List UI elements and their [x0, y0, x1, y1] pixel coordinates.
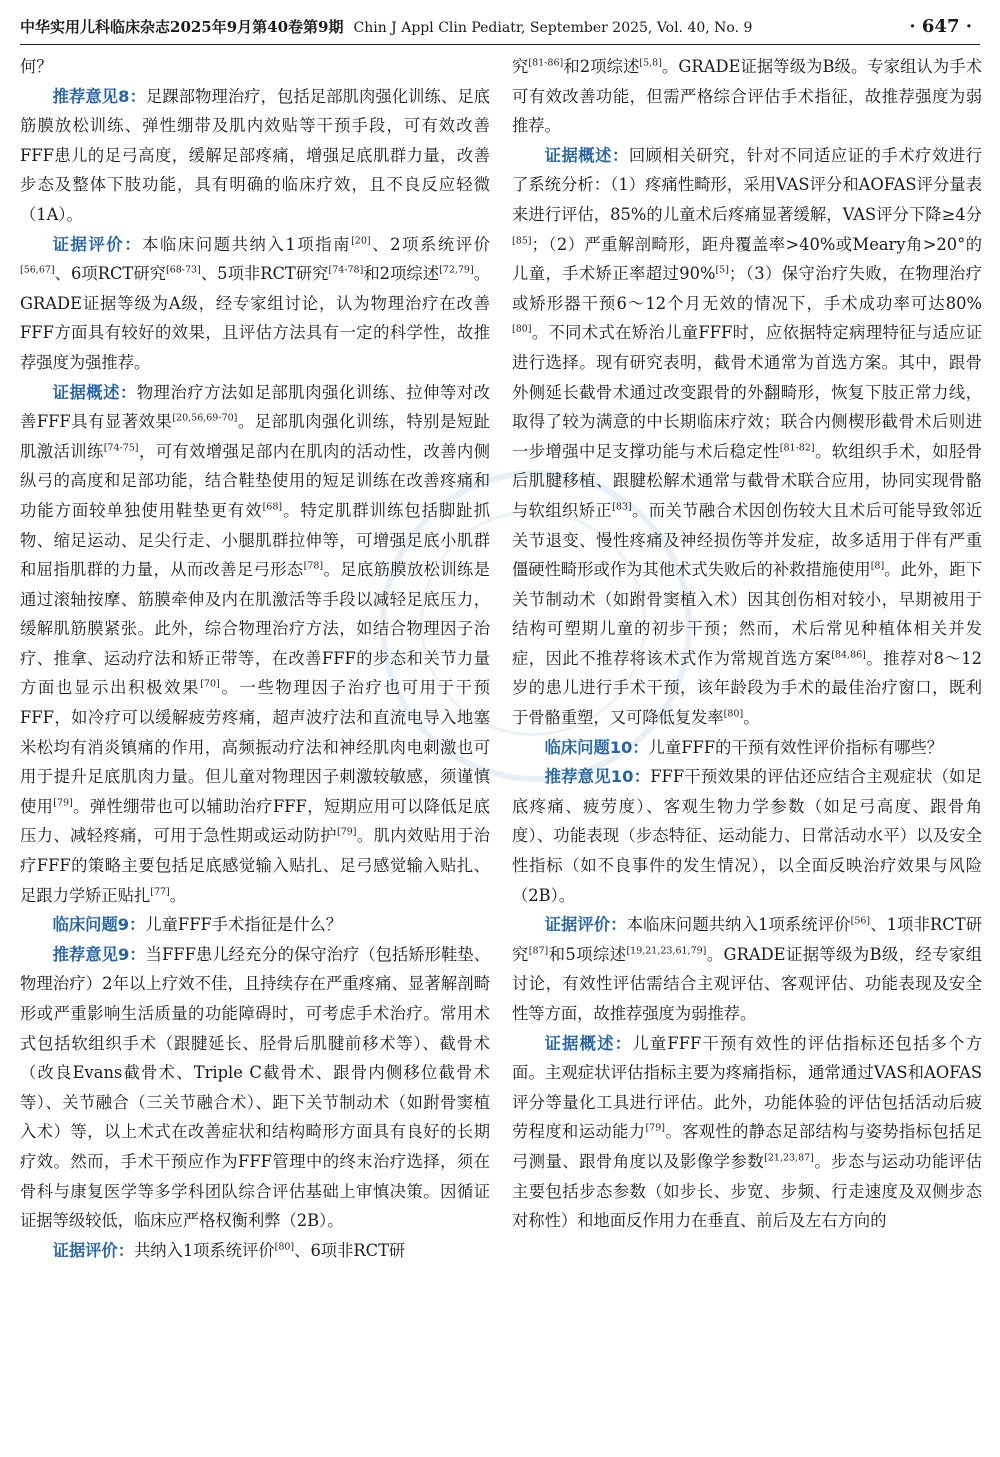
paragraph-continuation: 何？ — [20, 57, 53, 76]
citation: [80] — [723, 708, 744, 720]
citation: [56] — [850, 915, 871, 927]
citation: [79] — [337, 827, 357, 839]
question-label: 临床问题9： — [52, 915, 146, 935]
evidence-label: 证据概述： — [544, 1033, 633, 1053]
text-run: 。步态与运动功能评估主要包括步态参数（如步长、步宽、步频、行走速度及双侧步态对称性）和地面反作用力在垂直、前后及左右方向的 — [512, 1151, 982, 1231]
clinical-question-9 — [20, 910, 490, 940]
running-header — [20, 14, 980, 45]
evidence-rating-10 — [512, 910, 982, 1028]
text-run: 本临床问题共纳入1项指南 — [142, 234, 352, 254]
text-run: 、6项非RCT研 — [294, 1240, 406, 1260]
text-run: 。 — [169, 885, 187, 905]
text-run: 共纳入1项系统评价 — [134, 1240, 275, 1260]
citation: [80] — [512, 323, 532, 335]
citation: [5] — [715, 264, 729, 276]
text-run: ；（2）严重解剖畸形，距舟覆盖率>40%或Meary角>20°的儿童，手术矫正率超过90% — [512, 234, 982, 284]
citation: [72,79] — [439, 264, 474, 276]
text-run: 。特定肌群训练包括脚趾抓物、缩足运动、足尖行走、小腿肌群拉伸等，可增强足底小肌群和屈指肌群的力量，从而改善足弓形态 — [20, 500, 490, 580]
question-text: 儿童FFF的干预有效性评价指标有哪些？ — [648, 737, 944, 757]
citation: [78] — [303, 560, 324, 572]
text-run: 。足底筋膜放松训练是通过滚轴按摩、筋膜牵伸及内在肌激活等手段以减轻足底压力，缓解肌筋膜紧张。此外，综合物理治疗方法，如结合物理因子治疗、推拿、运动疗法和矫正带等，在改善FFF的步态和关节力量方面也显示出积极效果 — [20, 560, 490, 698]
text-run: 。弹性绷带也可以辅助治疗FFF，短期应用可以降低足底压力、减轻疼痛，可用于急性期或运动防护 — [20, 796, 490, 846]
evidence-rating-8 — [20, 230, 490, 378]
text-run: 。推荐对8～12岁的患儿进行手术干预，该年龄段为手术的最佳治疗窗口，既利于骨骼重塑，又可降低复发率 — [512, 648, 982, 728]
citation: [84,86] — [831, 649, 866, 661]
citation: [68] — [262, 501, 283, 513]
recommendation-text: FFF干预效果的评估还应结合主观症状（如足底疼痛、疲劳度）、客观生物力学参数（如足弓高度、跟骨角度）、功能表现（步态特征、运动能力、日常活动水平）以及安全性指标（如不良事件的发生情况），以全面反映治疗效果与风险（2B）。 — [512, 767, 982, 905]
citation: [19,21,23,61,79] — [626, 945, 707, 957]
text-run: 。软组织手术，如胫骨后肌腱移植、跟腱松解术通常与截骨术联合应用，协同实现骨骼与软组织矫正 — [512, 441, 982, 520]
text-run: 。客观性的静态足部结构与姿势指标包括足弓测量、跟骨角度以及影像学参数 — [512, 1122, 982, 1171]
evidence-label: 证据评价： — [544, 915, 627, 935]
clinical-question-10 — [512, 733, 982, 763]
recommendation-text: 足踝部物理治疗，包括足部肌肉强化训练、足底筋膜放松训练、弹性绷带及肌内效贴等干预手段，可有效改善FFF患儿的足弓高度，缓解足部疼痛，增强足底肌群力量，改善步态及整体下肢功能，具有明确的临床疗效，且不良反应轻微（1A）。 — [20, 86, 490, 224]
text-run: 。GRADE证据等级为B级。专家组认为手术可有效改善功能，但需严格综合评估手术指征，故推荐强度为弱推荐。 — [512, 57, 982, 136]
text-run: 本临床问题共纳入1项系统评价 — [626, 915, 851, 935]
citation: [79] — [645, 1122, 665, 1134]
right-column — [512, 52, 982, 1236]
citation: [87] — [528, 945, 549, 957]
text-run: 。而关节融合术因创伤较大且术后可能导致邻近关节退变、慢性疼痛及神经损伤等并发症，故多适用于伴有严重僵硬性畸形或作为其他术式失败后的补救措施使用 — [512, 500, 982, 580]
journal-title-en: Chin J Appl Clin Pediatr, September 2025, Vol. 40, No. 9 — [353, 20, 753, 36]
question-text: 儿童FFF手术指征是什么？ — [145, 915, 343, 935]
left-column — [20, 52, 490, 1265]
journal-title — [20, 16, 752, 37]
text-run: 。不同术式在矫治儿童FFF时，应依据特定病理特征与适应证进行选择。现有研究表明，截骨术通常为首选方案。其中，跟骨外侧延长截骨术通过改变跟骨的外翻畸形，恢复下肢正常力线，取得了较为满意的中长期临床疗效；联合内侧楔形截骨术后则进一步增强中足支撑功能与术后稳定性 — [512, 323, 982, 461]
citation: [21,23,87] — [764, 1152, 814, 1164]
text-run: 。 — [743, 708, 760, 728]
recommendation-9 — [20, 940, 490, 1236]
citation: [8] — [870, 560, 885, 572]
evidence-summary-10 — [512, 1029, 982, 1236]
citation: [70] — [200, 679, 220, 691]
recommendation-label: 推荐意见9： — [52, 944, 146, 964]
citation: [20] — [351, 235, 371, 247]
recommendation-10 — [512, 762, 982, 910]
question-label: 临床问题10： — [544, 737, 649, 757]
evidence-summary-8 — [20, 378, 490, 911]
evidence-rating-9 — [20, 1236, 490, 1266]
citation: [74-78] — [328, 264, 364, 276]
text-run: 和5项综述 — [548, 944, 627, 964]
text-run: 儿童FFF干预有效性的评估指标还包括多个方面。主观症状评估指标主要为疼痛指标，通常通过VAS和AOFAS评分等量化工具进行评估。此外，功能体验的评估包括活动后疲劳程度和运动能力 — [512, 1033, 982, 1142]
recommendation-label: 推荐意见8： — [52, 86, 146, 106]
citation: [74-75] — [103, 442, 139, 454]
text-run: 。足部肌肉强化训练，特别是短趾肌激活训练 — [20, 412, 490, 461]
evidence-label: 证据概述： — [52, 382, 137, 402]
citation: [81-82] — [779, 442, 815, 454]
text-run: 。一些物理因子治疗也可用于干预FFF，如冷疗可以缓解疲劳疼痛，超声波疗法和直流电导入地塞米松均有消炎镇痛的作用，高频振动疗法和神经肌肉电刺激也可用于提升足底肌肉力量。但儿童对物理因子刺激较敏感，须谨慎使用 — [20, 678, 490, 816]
citation: [80] — [274, 1241, 295, 1253]
text-run: 回顾相关研究，针对不同适应证的手术疗效进行了系统分析：（1）疼痛性畸形，采用VAS评分和AOFAS评分量表来进行评估，85%的儿童术后疼痛显著缓解，VAS评分下降≥4分 — [512, 145, 982, 224]
citation: [5,8] — [639, 57, 662, 69]
recommendation-label: 推荐意见10： — [544, 767, 651, 787]
text-run: 。GRADE证据等级为A级，经专家组讨论，认为物理治疗在改善FFF方面具有较好的效果，且评估方法具有一定的科学性，故推荐强度为强推荐。 — [20, 264, 490, 372]
text-run: 究 — [512, 57, 529, 76]
text-run: 、5项非RCT研究 — [200, 264, 329, 284]
text-run: 。GRADE证据等级为B级，经专家组讨论，有效性评估需结合主观评估、客观评估、功能表现及安全性等方面，故推荐强度为弱推荐。 — [512, 944, 982, 1023]
evidence-label: 证据评价： — [52, 1240, 135, 1260]
journal-title-cn: 中华实用儿科临床杂志2025年9月第40卷第9期 — [20, 18, 344, 36]
evidence-label: 证据概述： — [544, 145, 629, 165]
citation: [85] — [512, 235, 532, 247]
recommendation-8 — [20, 82, 490, 230]
text-run: ，可有效增强足部内在肌肉的活动性，改善内侧纵弓的高度和足部功能，结合鞋垫使用的短足训练在改善疼痛和功能方面较单独使用鞋垫更有效 — [20, 441, 490, 520]
text-run: 和2项综述 — [363, 264, 440, 284]
citation: [77] — [150, 886, 170, 898]
text-run: ；（3）保守治疗失败，在物理治疗或矫形器干预6～12个月无效的情况下，手术成功率可达80% — [512, 264, 982, 313]
text-run: 、1项非RCT研究 — [512, 915, 982, 964]
citation: [81-86] — [528, 57, 564, 69]
evidence-label: 证据评价： — [52, 234, 143, 254]
text-run: 。肌内效贴用于治疗FFF的策略主要包括足底感觉输入贴扎、足弓感觉输入贴扎、足跟力学矫正贴扎 — [20, 826, 490, 905]
citation: [68-73] — [165, 264, 201, 276]
recommendation-text: 当FFF患儿经充分的保守治疗（包括矫形鞋垫、物理治疗）2年以上疗效不佳，且持续存在严重疼痛、显著解剖畸形或严重影响生活质量的功能障碍时，可考虑手术治疗。常用术式包括软组织手术（跟腱延长、胫骨后肌腱前移术等）、截骨术（改良Evans截骨术、Triple C截骨术、跟骨内侧移位截骨术等）、关节融合（三关节融合术）、距下关节制动术（如跗骨窦植入术）等，以上术式在改善症状和结构畸形方面具有良好的长期疗效。然而，手术干预应作为FFF管理中的终末治疗选择，须在骨科与康复医学等多学科团队综合评估基础上审慎决策。因循证证据等级较低，临床应严格权衡利弊（2B）。 — [20, 944, 490, 1231]
text-run: 。此外，距下关节制动术（如跗骨窦植入术）因其创伤相对较小，早期被用于结构可塑期儿童的初步干预；然而，术后常见种植体相关并发症，因此不推荐将该术式作为常规首选方案 — [512, 560, 982, 668]
paragraph-continuation — [512, 52, 982, 141]
text-run: 、6项RCT研究 — [54, 264, 166, 284]
citation: [79] — [53, 797, 73, 809]
text-run: 、2项系统评价 — [370, 234, 490, 254]
citation: [83] — [612, 501, 632, 513]
text-run: 物理治疗方法如足部肌肉强化训练、拉伸等对改善FFF具有显著效果 — [20, 382, 490, 432]
citation: [20,56,69-70] — [172, 412, 238, 424]
text-run: 和2项综述 — [563, 57, 640, 76]
citation: [56,67] — [20, 264, 55, 276]
evidence-summary-9 — [512, 141, 982, 733]
page-number: · 647 · — [909, 16, 972, 37]
